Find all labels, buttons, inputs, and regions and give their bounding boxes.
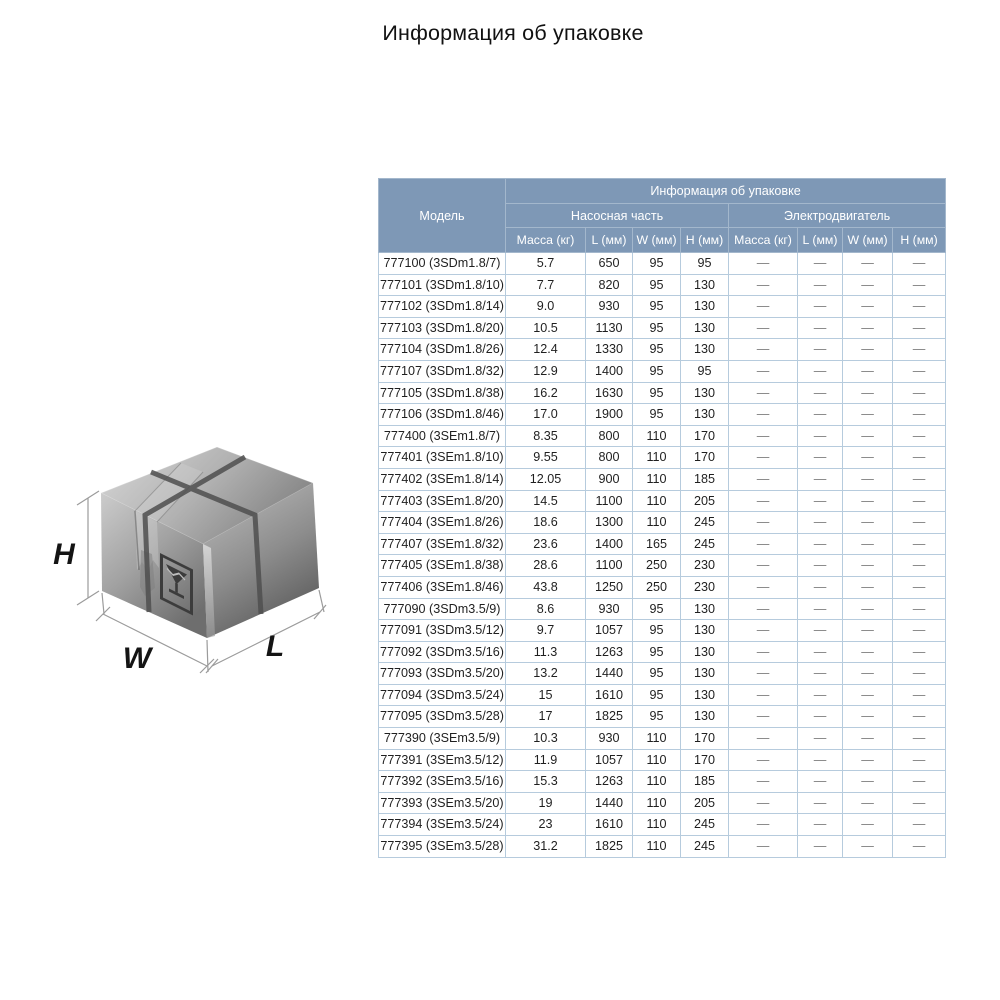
pump-value-cell: 16.2 (506, 382, 586, 404)
model-cell: 777103 (3SDm1.8/20) (379, 317, 506, 339)
table-row (379, 490, 946, 512)
motor-value-cell: — (729, 598, 798, 620)
motor-value-cell: — (729, 684, 798, 706)
motor-value-cell: — (843, 253, 893, 275)
motor-value-cell: — (843, 576, 893, 598)
pump-value-cell: 1057 (586, 749, 633, 771)
model-cell: 777100 (3SDm1.8/7) (379, 253, 506, 275)
motor-value-cell: — (729, 641, 798, 663)
motor-value-cell: — (843, 425, 893, 447)
pump-value-cell: 185 (681, 771, 729, 793)
pump-value-cell: 110 (633, 836, 681, 858)
motor-value-cell: — (893, 360, 946, 382)
motor-value-cell: — (798, 663, 843, 685)
motor-value-cell: — (843, 382, 893, 404)
model-cell: 777394 (3SEm3.5/24) (379, 814, 506, 836)
model-cell: 777094 (3SDm3.5/24) (379, 684, 506, 706)
motor-value-cell: — (798, 836, 843, 858)
motor-value-cell: — (729, 404, 798, 426)
pump-value-cell: 800 (586, 447, 633, 469)
pump-value-cell: 8.6 (506, 598, 586, 620)
table-row (379, 598, 946, 620)
motor-value-cell: — (798, 490, 843, 512)
pump-value-cell: 170 (681, 425, 729, 447)
pump-value-cell: 230 (681, 576, 729, 598)
pump-value-cell: 12.05 (506, 468, 586, 490)
model-cell: 777395 (3SEm3.5/28) (379, 836, 506, 858)
model-cell: 777404 (3SEm1.8/26) (379, 512, 506, 534)
model-cell: 777092 (3SDm3.5/16) (379, 641, 506, 663)
motor-value-cell: — (893, 253, 946, 275)
motor-value-cell: — (893, 749, 946, 771)
motor-value-cell: — (843, 641, 893, 663)
motor-value-cell: — (729, 728, 798, 750)
motor-value-cell: — (893, 836, 946, 858)
pump-value-cell: 250 (633, 555, 681, 577)
motor-value-cell: — (729, 253, 798, 275)
pump-value-cell: 14.5 (506, 490, 586, 512)
model-cell: 777105 (3SDm1.8/38) (379, 382, 506, 404)
motor-value-cell: — (893, 317, 946, 339)
pump-value-cell: 1825 (586, 706, 633, 728)
motor-value-cell: — (798, 706, 843, 728)
model-cell: 777403 (3SEm1.8/20) (379, 490, 506, 512)
pump-value-cell: 1400 (586, 360, 633, 382)
motor-value-cell: — (729, 576, 798, 598)
motor-value-cell: — (729, 468, 798, 490)
motor-value-cell: — (843, 339, 893, 361)
pump-value-cell: 95 (633, 274, 681, 296)
pump-value-cell: 170 (681, 447, 729, 469)
pump-value-cell: 205 (681, 490, 729, 512)
motor-value-cell: — (893, 771, 946, 793)
pump-value-cell: 9.0 (506, 296, 586, 318)
motor-value-cell: — (893, 814, 946, 836)
model-cell: 777107 (3SDm1.8/32) (379, 360, 506, 382)
pump-value-cell: 95 (633, 641, 681, 663)
dimension-label-w: W (122, 642, 152, 675)
motor-value-cell: — (729, 274, 798, 296)
column-header-model: Модель (379, 179, 506, 253)
model-cell: 777090 (3SDm3.5/9) (379, 598, 506, 620)
motor-value-cell: — (798, 512, 843, 534)
pump-value-cell: 8.35 (506, 425, 586, 447)
pump-value-cell: 95 (633, 684, 681, 706)
pump-value-cell: 1100 (586, 555, 633, 577)
model-cell: 777406 (3SEm1.8/46) (379, 576, 506, 598)
motor-value-cell: — (798, 814, 843, 836)
model-cell: 777393 (3SEm3.5/20) (379, 792, 506, 814)
pump-value-cell: 185 (681, 468, 729, 490)
motor-value-cell: — (893, 728, 946, 750)
pump-value-cell: 110 (633, 490, 681, 512)
motor-value-cell: — (893, 663, 946, 685)
motor-value-cell: — (893, 598, 946, 620)
pump-value-cell: 95 (633, 253, 681, 275)
pump-value-cell: 1250 (586, 576, 633, 598)
motor-value-cell: — (798, 404, 843, 426)
pump-value-cell: 130 (681, 706, 729, 728)
pump-value-cell: 110 (633, 792, 681, 814)
subheader-motor-l: L (мм) (798, 228, 843, 253)
pump-value-cell: 110 (633, 771, 681, 793)
table-row (379, 771, 946, 793)
motor-value-cell: — (729, 382, 798, 404)
pump-value-cell: 9.7 (506, 620, 586, 642)
pump-value-cell: 110 (633, 512, 681, 534)
motor-value-cell: — (893, 296, 946, 318)
pump-value-cell: 1440 (586, 792, 633, 814)
subheader-pump-h: H (мм) (681, 228, 729, 253)
pump-value-cell: 95 (681, 253, 729, 275)
motor-value-cell: — (893, 425, 946, 447)
motor-value-cell: — (843, 404, 893, 426)
motor-value-cell: — (729, 771, 798, 793)
motor-value-cell: — (843, 706, 893, 728)
pump-value-cell: 95 (633, 296, 681, 318)
motor-value-cell: — (843, 317, 893, 339)
motor-value-cell: — (798, 296, 843, 318)
pump-value-cell: 95 (633, 620, 681, 642)
motor-value-cell: — (893, 684, 946, 706)
motor-value-cell: — (843, 814, 893, 836)
motor-value-cell: — (893, 706, 946, 728)
pump-value-cell: 110 (633, 749, 681, 771)
pump-value-cell: 1610 (586, 814, 633, 836)
pump-value-cell: 245 (681, 533, 729, 555)
motor-value-cell: — (729, 512, 798, 534)
pump-value-cell: 95 (633, 404, 681, 426)
pump-value-cell: 28.6 (506, 555, 586, 577)
motor-value-cell: — (798, 771, 843, 793)
pump-value-cell: 130 (681, 274, 729, 296)
motor-value-cell: — (893, 792, 946, 814)
pump-value-cell: 5.7 (506, 253, 586, 275)
motor-value-cell: — (729, 317, 798, 339)
motor-value-cell: — (729, 339, 798, 361)
table-row (379, 533, 946, 555)
pump-value-cell: 95 (633, 382, 681, 404)
motor-value-cell: — (843, 771, 893, 793)
group-header-pump: Насосная часть (506, 204, 729, 228)
table-row (379, 512, 946, 534)
motor-value-cell: — (843, 598, 893, 620)
motor-value-cell: — (843, 447, 893, 469)
pump-value-cell: 95 (633, 339, 681, 361)
pump-value-cell: 130 (681, 339, 729, 361)
pump-value-cell: 930 (586, 296, 633, 318)
pump-value-cell: 9.55 (506, 447, 586, 469)
motor-value-cell: — (798, 555, 843, 577)
pump-value-cell: 95 (633, 317, 681, 339)
table-row (379, 576, 946, 598)
pump-value-cell: 17.0 (506, 404, 586, 426)
table-row (379, 360, 946, 382)
model-cell: 777392 (3SEm3.5/16) (379, 771, 506, 793)
pump-value-cell: 95 (633, 663, 681, 685)
motor-value-cell: — (843, 728, 893, 750)
pump-value-cell: 1057 (586, 620, 633, 642)
pump-value-cell: 130 (681, 382, 729, 404)
motor-value-cell: — (729, 360, 798, 382)
motor-value-cell: — (843, 296, 893, 318)
pump-value-cell: 130 (681, 663, 729, 685)
motor-value-cell: — (843, 555, 893, 577)
pump-value-cell: 800 (586, 425, 633, 447)
pump-value-cell: 130 (681, 620, 729, 642)
pump-value-cell: 245 (681, 512, 729, 534)
motor-value-cell: — (798, 749, 843, 771)
pump-value-cell: 1825 (586, 836, 633, 858)
motor-value-cell: — (729, 814, 798, 836)
motor-value-cell: — (798, 728, 843, 750)
motor-value-cell: — (729, 792, 798, 814)
motor-value-cell: — (798, 620, 843, 642)
table-row (379, 836, 946, 858)
motor-value-cell: — (729, 533, 798, 555)
motor-value-cell: — (798, 576, 843, 598)
motor-value-cell: — (798, 360, 843, 382)
motor-value-cell: — (798, 425, 843, 447)
motor-value-cell: — (843, 360, 893, 382)
pump-value-cell: 230 (681, 555, 729, 577)
table-row (379, 382, 946, 404)
motor-value-cell: — (798, 598, 843, 620)
pump-value-cell: 130 (681, 296, 729, 318)
motor-value-cell: — (729, 490, 798, 512)
pump-value-cell: 170 (681, 749, 729, 771)
motor-value-cell: — (798, 274, 843, 296)
motor-value-cell: — (843, 533, 893, 555)
pump-value-cell: 110 (633, 814, 681, 836)
pump-value-cell: 11.9 (506, 749, 586, 771)
package-box-svg (40, 440, 340, 685)
motor-value-cell: — (798, 533, 843, 555)
table-row (379, 447, 946, 469)
table-row (379, 317, 946, 339)
pump-value-cell: 165 (633, 533, 681, 555)
table-row (379, 792, 946, 814)
model-cell: 777091 (3SDm3.5/12) (379, 620, 506, 642)
pump-value-cell: 245 (681, 814, 729, 836)
motor-value-cell: — (798, 684, 843, 706)
table-row (379, 274, 946, 296)
pump-value-cell: 15 (506, 684, 586, 706)
motor-value-cell: — (843, 512, 893, 534)
motor-value-cell: — (843, 468, 893, 490)
model-cell: 777391 (3SEm3.5/12) (379, 749, 506, 771)
pump-value-cell: 23.6 (506, 533, 586, 555)
motor-value-cell: — (729, 706, 798, 728)
pump-value-cell: 1630 (586, 382, 633, 404)
table-row (379, 425, 946, 447)
motor-value-cell: — (843, 792, 893, 814)
motor-value-cell: — (729, 447, 798, 469)
motor-value-cell: — (729, 749, 798, 771)
pump-value-cell: 10.3 (506, 728, 586, 750)
motor-value-cell: — (893, 641, 946, 663)
motor-value-cell: — (729, 296, 798, 318)
pump-value-cell: 930 (586, 728, 633, 750)
table-row (379, 749, 946, 771)
motor-value-cell: — (893, 468, 946, 490)
motor-value-cell: — (729, 836, 798, 858)
table-row (379, 468, 946, 490)
model-cell: 777400 (3SEm1.8/7) (379, 425, 506, 447)
motor-value-cell: — (729, 620, 798, 642)
pump-value-cell: 18.6 (506, 512, 586, 534)
motor-value-cell: — (843, 274, 893, 296)
model-cell: 777095 (3SDm3.5/28) (379, 706, 506, 728)
pump-value-cell: 1263 (586, 771, 633, 793)
package-box-illustration (40, 440, 340, 685)
table-title-header: Информация об упаковке (506, 179, 946, 204)
pump-value-cell: 12.4 (506, 339, 586, 361)
pump-value-cell: 23 (506, 814, 586, 836)
pump-value-cell: 110 (633, 447, 681, 469)
motor-value-cell: — (843, 684, 893, 706)
model-cell: 777407 (3SEm1.8/32) (379, 533, 506, 555)
pump-value-cell: 650 (586, 253, 633, 275)
pump-value-cell: 1100 (586, 490, 633, 512)
model-cell: 777390 (3SEm3.5/9) (379, 728, 506, 750)
subheader-motor-mass: Масса (кг) (729, 228, 798, 253)
pump-value-cell: 130 (681, 404, 729, 426)
subheader-pump-mass: Масса (кг) (506, 228, 586, 253)
motor-value-cell: — (893, 620, 946, 642)
motor-value-cell: — (798, 468, 843, 490)
pump-value-cell: 170 (681, 728, 729, 750)
table-row (379, 339, 946, 361)
pump-value-cell: 110 (633, 728, 681, 750)
pump-value-cell: 95 (633, 706, 681, 728)
motor-value-cell: — (843, 836, 893, 858)
motor-value-cell: — (893, 339, 946, 361)
motor-value-cell: — (893, 512, 946, 534)
pump-value-cell: 205 (681, 792, 729, 814)
motor-value-cell: — (893, 533, 946, 555)
subheader-pump-w: W (мм) (633, 228, 681, 253)
motor-value-cell: — (798, 792, 843, 814)
table-row (379, 404, 946, 426)
motor-value-cell: — (893, 404, 946, 426)
model-cell: 777402 (3SEm1.8/14) (379, 468, 506, 490)
pump-value-cell: 1130 (586, 317, 633, 339)
pump-value-cell: 7.7 (506, 274, 586, 296)
motor-value-cell: — (729, 425, 798, 447)
motor-value-cell: — (893, 447, 946, 469)
pump-value-cell: 110 (633, 425, 681, 447)
pump-value-cell: 930 (586, 598, 633, 620)
pump-value-cell: 1900 (586, 404, 633, 426)
table-row (379, 555, 946, 577)
motor-value-cell: — (729, 663, 798, 685)
motor-value-cell: — (893, 274, 946, 296)
pump-value-cell: 1263 (586, 641, 633, 663)
pump-value-cell: 1440 (586, 663, 633, 685)
pump-value-cell: 12.9 (506, 360, 586, 382)
motor-value-cell: — (798, 382, 843, 404)
model-cell: 777104 (3SDm1.8/26) (379, 339, 506, 361)
pump-value-cell: 11.3 (506, 641, 586, 663)
model-cell: 777405 (3SEm1.8/38) (379, 555, 506, 577)
pump-value-cell: 130 (681, 641, 729, 663)
table-row (379, 814, 946, 836)
pump-value-cell: 95 (681, 360, 729, 382)
motor-value-cell: — (893, 555, 946, 577)
pump-value-cell: 245 (681, 836, 729, 858)
packaging-info-table (378, 178, 946, 858)
pump-value-cell: 19 (506, 792, 586, 814)
motor-value-cell: — (798, 641, 843, 663)
table-row (379, 684, 946, 706)
motor-value-cell: — (843, 620, 893, 642)
pump-value-cell: 130 (681, 598, 729, 620)
motor-value-cell: — (729, 555, 798, 577)
pump-value-cell: 1610 (586, 684, 633, 706)
motor-value-cell: — (843, 749, 893, 771)
pump-value-cell: 820 (586, 274, 633, 296)
model-cell: 777106 (3SDm1.8/46) (379, 404, 506, 426)
pump-value-cell: 95 (633, 360, 681, 382)
model-cell: 777102 (3SDm1.8/14) (379, 296, 506, 318)
motor-value-cell: — (843, 663, 893, 685)
pump-value-cell: 130 (681, 684, 729, 706)
model-cell: 777401 (3SEm1.8/10) (379, 447, 506, 469)
motor-value-cell: — (893, 382, 946, 404)
motor-value-cell: — (798, 339, 843, 361)
pump-value-cell: 250 (633, 576, 681, 598)
table-row (379, 641, 946, 663)
table-row (379, 253, 946, 275)
motor-value-cell: — (893, 576, 946, 598)
pump-value-cell: 10.5 (506, 317, 586, 339)
pump-value-cell: 13.2 (506, 663, 586, 685)
dimension-label-l: L (265, 630, 285, 663)
dimension-label-h: H (53, 538, 75, 571)
page-title: Информация об упаковке (382, 21, 644, 45)
table-row (379, 620, 946, 642)
pump-value-cell: 95 (633, 598, 681, 620)
subheader-motor-w: W (мм) (843, 228, 893, 253)
table-row (379, 728, 946, 750)
pump-value-cell: 900 (586, 468, 633, 490)
motor-value-cell: — (798, 317, 843, 339)
subheader-pump-l: L (мм) (586, 228, 633, 253)
table-row (379, 706, 946, 728)
pump-value-cell: 110 (633, 468, 681, 490)
model-cell: 777101 (3SDm1.8/10) (379, 274, 506, 296)
motor-value-cell: — (798, 253, 843, 275)
pump-value-cell: 43.8 (506, 576, 586, 598)
motor-value-cell: — (843, 490, 893, 512)
subheader-motor-h: H (мм) (893, 228, 946, 253)
pump-value-cell: 130 (681, 317, 729, 339)
group-header-motor: Электродвигатель (729, 204, 946, 228)
pump-value-cell: 15.3 (506, 771, 586, 793)
pump-value-cell: 1300 (586, 512, 633, 534)
motor-value-cell: — (798, 447, 843, 469)
pump-value-cell: 17 (506, 706, 586, 728)
motor-value-cell: — (893, 490, 946, 512)
pump-value-cell: 1330 (586, 339, 633, 361)
table-row (379, 296, 946, 318)
table-row (379, 663, 946, 685)
pump-value-cell: 1400 (586, 533, 633, 555)
pump-value-cell: 31.2 (506, 836, 586, 858)
model-cell: 777093 (3SDm3.5/20) (379, 663, 506, 685)
